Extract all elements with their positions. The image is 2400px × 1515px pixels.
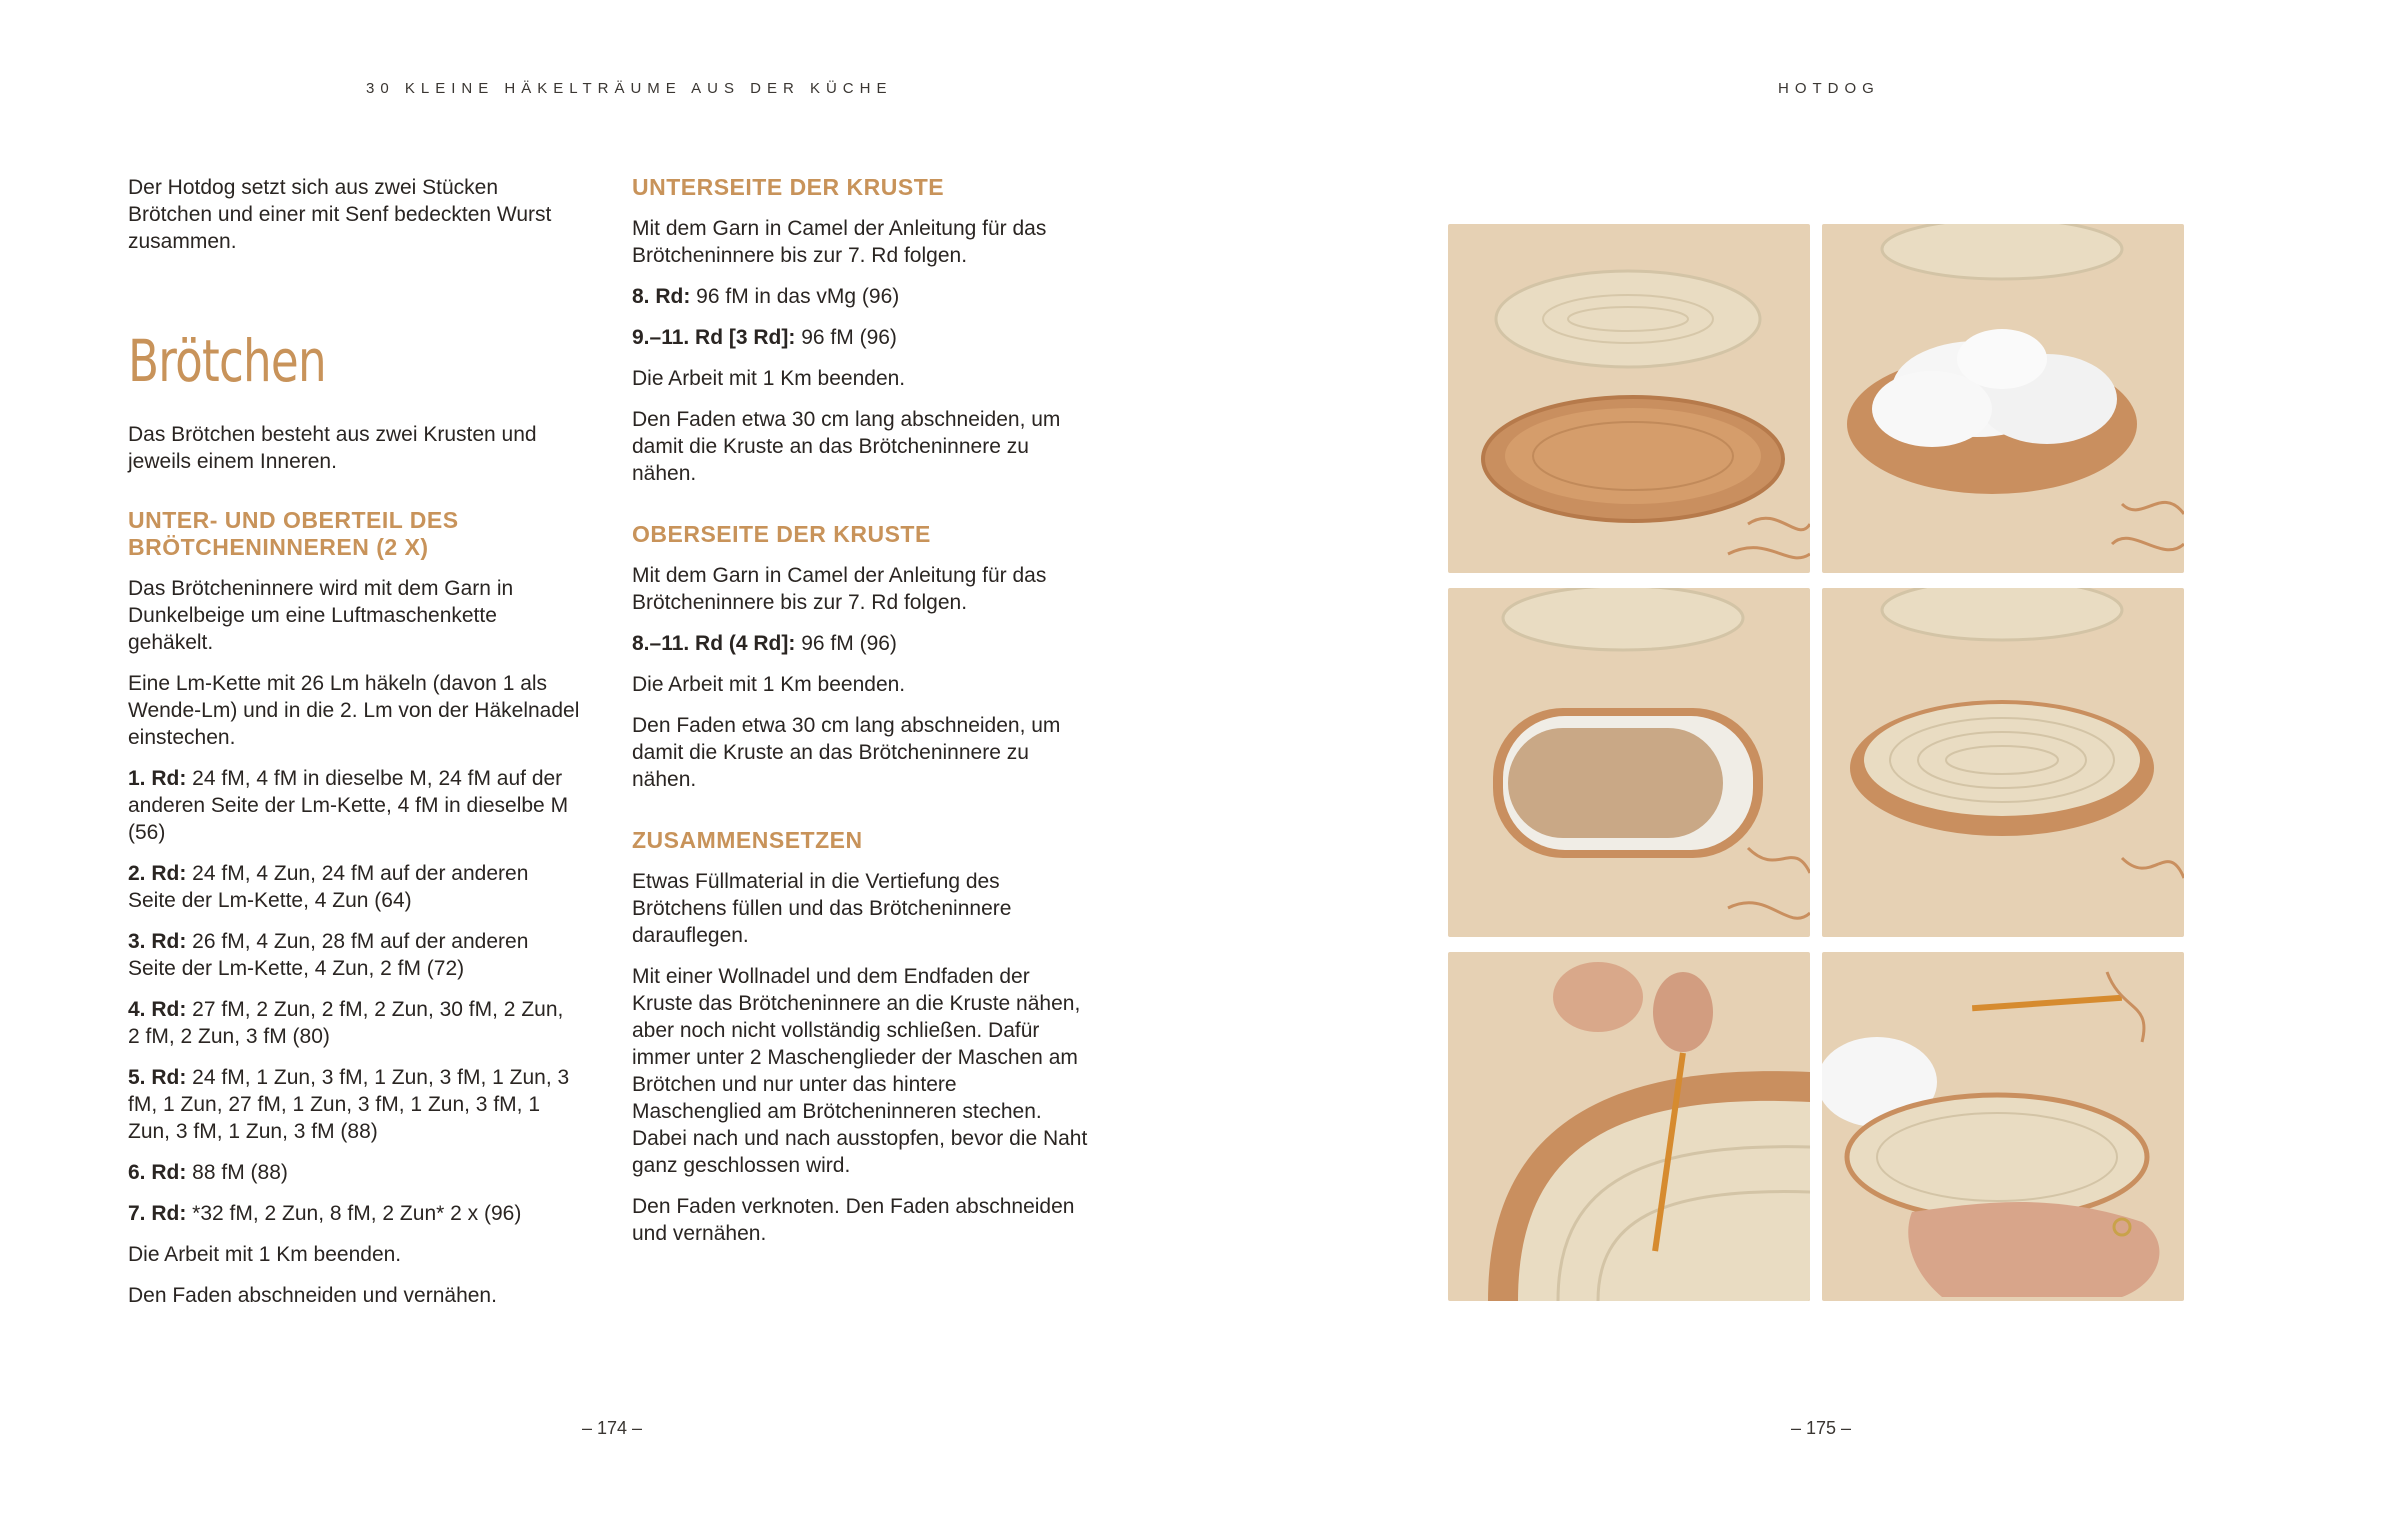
crochet-ovals-photo [1448, 224, 1810, 573]
section1-p1: Das Brötcheninnere wird mit dem Garn in Dunkelbeige um eine Luftmaschenkette gehäkelt. [128, 577, 514, 654]
cardboard-insert-photo [1448, 588, 1810, 937]
section3-end1: Die Arbeit mit 1 Km beenden. [632, 673, 906, 696]
section4-p3: Den Faden verknoten. Den Faden abschneiden und vernähen. [632, 1195, 1075, 1245]
round-line: 3. Rd: 26 fM, 4 Zun, 28 fM auf der anderen Seite der Lm-Kette, 4 Zun, 2 fM (72) [128, 930, 529, 980]
section4-title: ZUSAMMENSETZEN [632, 827, 863, 853]
section1-p2: Eine Lm-Kette mit 26 Lm häkeln (davon 1 als Wende-Lm) und in die 2. Lm von der Häkelnadel einstechen. [128, 672, 580, 749]
intro-text: Der Hotdog setzt sich aus zwei Stücken Brötchen und einer mit Senf bedeckten Wurst zusammen. [128, 176, 552, 253]
right-column [632, 174, 1090, 1261]
left-column [128, 174, 580, 1323]
section3-title: OBERSEITE DER KRUSTE [632, 521, 931, 547]
section3-p1: Mit dem Garn in Camel der Anleitung für das Brötcheninnere bis zur 7. Rd folgen. [632, 564, 1047, 614]
round-line: 5. Rd: 24 fM, 1 Zun, 3 fM, 1 Zun, 3 fM, 1 Zun, 3 fM, 1 Zun, 27 fM, 1 Zun, 3 fM, 1 Zun, 3 fM, 1 Zun, 3 fM, 1 Zun, 3 fM (88) [128, 1066, 570, 1143]
round-line: 4. Rd: 27 fM, 2 Zun, 2 fM, 2 Zun, 30 fM, 2 Zun, 2 fM, 2 Zun, 3 fM (80) [128, 998, 564, 1048]
section3-end2: Den Faden etwa 30 cm lang abschneiden, um damit die Kruste an das Brötcheninnere zu nähen. [632, 714, 1061, 791]
round-line: 1. Rd: 24 fM, 4 fM in dieselbe M, 24 fM auf der anderen Seite der Lm-Kette, 4 fM in dieselbe M (56) [128, 767, 569, 844]
round-line: 7. Rd: *32 fM, 2 Zun, 8 fM, 2 Zun* 2 x (96) [128, 1202, 522, 1225]
section1-end2: Den Faden abschneiden und vernähen. [128, 1284, 497, 1307]
running-head-left: 30 KLEINE HÄKELTRÄUME AUS DER KÜCHE [366, 80, 893, 97]
section2-p1: Mit dem Garn in Camel der Anleitung für das Brötcheninnere bis zur 7. Rd folgen. [632, 217, 1047, 267]
round-line: 8.–11. Rd (4 Rd]: 96 fM (96) [632, 632, 897, 655]
running-head-right: HOTDOG [1778, 80, 1880, 97]
section1-end1: Die Arbeit mit 1 Km beenden. [128, 1243, 402, 1266]
sewing-needle-photo [1448, 952, 1810, 1301]
section2-end2: Den Faden etwa 30 cm lang abschneiden, um damit die Kruste an das Brötcheninnere zu nähen. [632, 408, 1061, 485]
heading-intro: Das Brötchen besteht aus zwei Krusten und jeweils einem Inneren. [128, 423, 537, 473]
section2-end1: Die Arbeit mit 1 Km beenden. [632, 367, 906, 390]
round-line: 8. Rd: 96 fM in das vMg (96) [632, 285, 900, 308]
round-line: 6. Rd: 88 fM (88) [128, 1161, 288, 1184]
section-heading: Brötchen [128, 327, 326, 395]
stuffing-photo [1822, 224, 2184, 573]
section2-title: UNTERSEITE DER KRUSTE [632, 174, 945, 200]
folio-left: – 174 – [582, 1418, 643, 1438]
assembled-bun-photo [1822, 588, 2184, 937]
stuffing-hand-photo [1822, 952, 2184, 1301]
section4-p2: Mit einer Wollnadel und dem Endfaden der Kruste das Brötcheninnere an die Kruste nähen, aber noch nicht vollständig schließen. Dafür immer unter 2 Maschenglieder der Maschen am Brötchen und nur unter das hintere Maschenglied am Brötcheninneren stechen. Dabei nach und nach ausstopfen, bevor die Naht ganz geschlossen wird. [632, 965, 1088, 1177]
section4-p1: Etwas Füllmaterial in die Vertiefung des Brötchens füllen und das Brötcheninnere darauflegen. [632, 870, 1012, 947]
folio-right: – 175 – [1791, 1418, 1852, 1438]
round-line: 2. Rd: 24 fM, 4 Zun, 24 fM auf der anderen Seite der Lm-Kette, 4 Zun (64) [128, 862, 529, 912]
section1-title: UNTER- UND OBERTEIL DES BRÖTCHENINNEREN (2 X) [128, 507, 459, 560]
round-line: 9.–11. Rd [3 Rd]: 96 fM (96) [632, 326, 897, 349]
